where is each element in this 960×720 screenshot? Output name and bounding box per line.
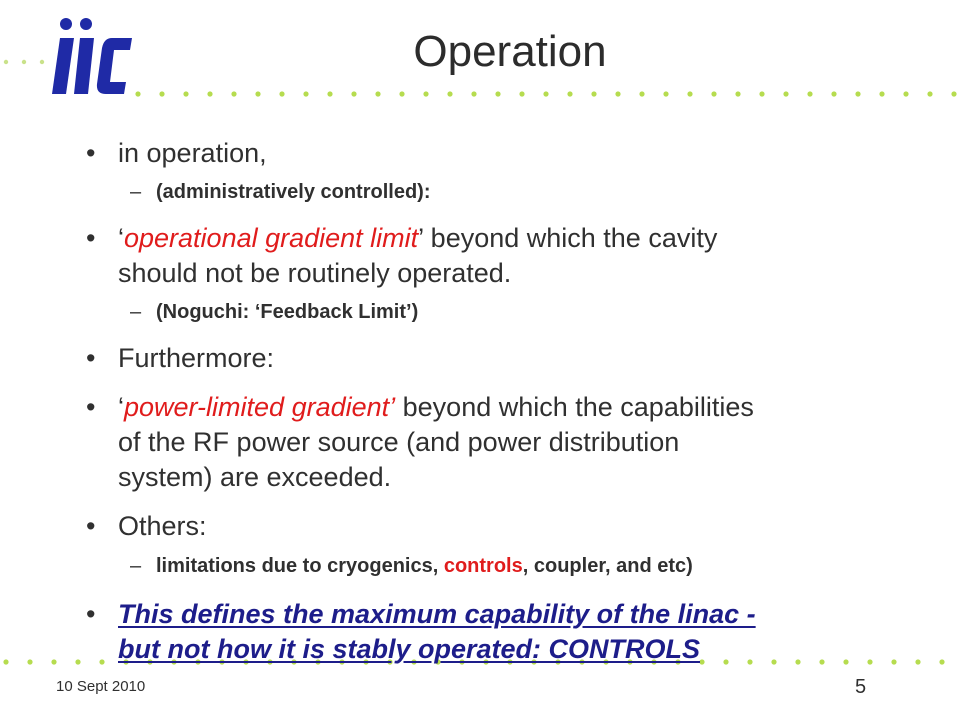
- logo-text: ilc: [52, 14, 53, 15]
- bullet-text: beyond which the capabilities: [395, 392, 754, 422]
- conclusion-line2: but not how it is stably operated: CONTROLS: [118, 634, 701, 664]
- bullet-marker: •: [86, 138, 96, 168]
- term-controls: controls: [443, 555, 523, 577]
- quote-open: ‘: [118, 392, 124, 422]
- dash-marker: –: [130, 181, 142, 203]
- quote-open: ‘: [118, 223, 124, 253]
- bullet-text: beyond which the cavity: [423, 223, 718, 253]
- conclusion-line1: This defines the maximum capability of the linac -: [118, 599, 756, 629]
- bullet-in-operation: in operation,: [118, 138, 267, 168]
- bullet-others: Others:: [118, 511, 207, 541]
- bullet-text-line3: system) are exceeded.: [118, 462, 392, 492]
- page-number: 5: [855, 676, 867, 698]
- bullet-marker: •: [86, 392, 96, 422]
- bullet-marker: •: [86, 511, 96, 541]
- dash-marker: –: [130, 301, 142, 323]
- footer-date: 10 Sept 2010: [56, 678, 146, 695]
- bullet-marker: •: [86, 343, 96, 373]
- bullet-marker: •: [86, 223, 96, 253]
- term-operational-gradient-limit: operational gradient limit: [124, 223, 419, 253]
- sub-noguchi-feedback-limit: (Noguchi: ‘Feedback Limit’): [156, 301, 419, 323]
- bullet-furthermore: Furthermore:: [118, 343, 275, 373]
- bullet-power-limited-gradient: [118, 390, 898, 495]
- bullet-text-line2: should not be routinely operated.: [118, 258, 512, 288]
- sub-text-end: , coupler, and etc): [522, 555, 693, 577]
- sub-administratively-controlled: (administratively controlled):: [156, 181, 431, 203]
- dash-marker: –: [130, 555, 142, 577]
- slide-title: Operation: [413, 27, 607, 76]
- bullet-text-line2: of the RF power source (and power distribution: [118, 427, 680, 457]
- quote-close: ’: [418, 223, 424, 253]
- sub-limitations: [156, 553, 916, 579]
- sub-text: limitations due to cryogenics,: [156, 555, 444, 577]
- bullet-operational-gradient-limit: [118, 221, 898, 291]
- bullet-marker: •: [86, 599, 96, 629]
- term-power-limited-gradient: power-limited gradient’: [124, 392, 396, 422]
- bullet-conclusion: [118, 597, 898, 667]
